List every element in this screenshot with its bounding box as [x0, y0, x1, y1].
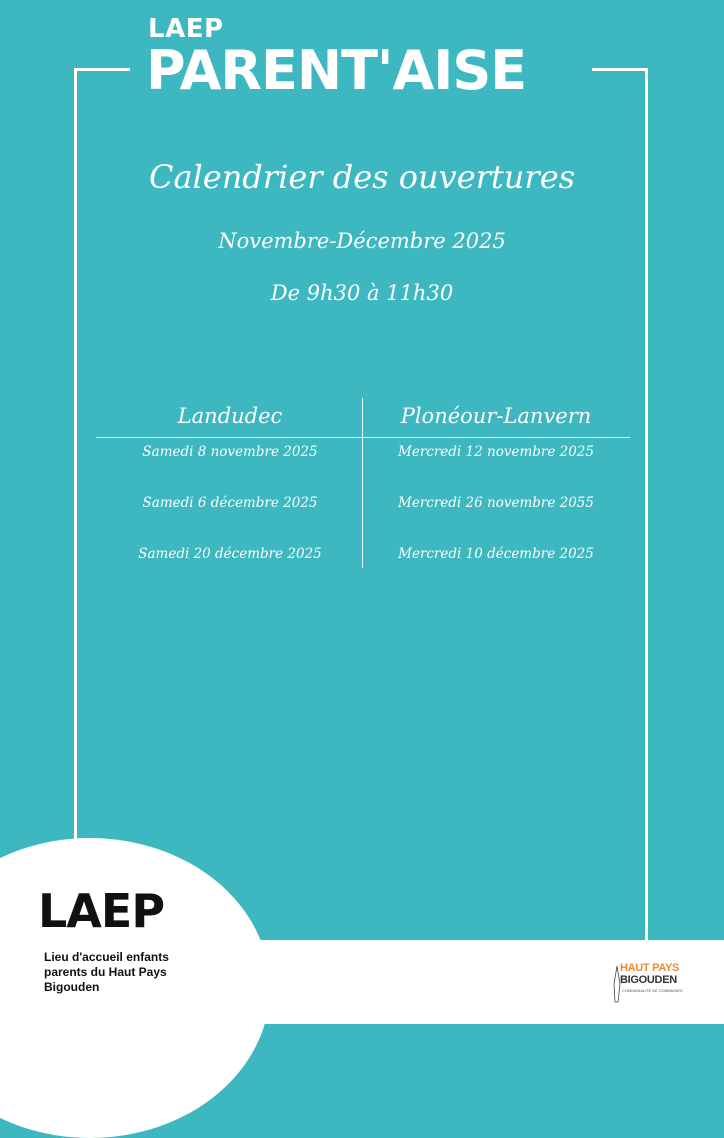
column-header-landudec: Landudec — [177, 404, 283, 428]
table-cell: Mercredi 10 décembre 2025 — [398, 546, 594, 562]
column-header-ploneour: Plonéour-Lanvern — [400, 404, 592, 428]
frame-top-right — [592, 68, 648, 71]
table-cell: Mercredi 12 novembre 2025 — [398, 444, 594, 460]
partner-tagline: COMMUNAUTÉ DE COMMUNES — [622, 988, 683, 993]
brand-title: PARENT'AISE — [146, 39, 527, 102]
frame-top-left — [74, 68, 130, 71]
laep-logo: LAEP — [38, 884, 165, 938]
laep-description: Lieu d'accueil enfants parents du Haut Pays Bigouden — [44, 950, 169, 994]
table-divider-horizontal — [96, 437, 630, 438]
period-subtitle: Novembre-Décembre 2025 — [218, 229, 506, 253]
table-divider-vertical — [362, 398, 363, 568]
partner-name-bottom: BIGOUDEN — [620, 974, 677, 986]
page-title: Calendrier des ouvertures — [148, 158, 576, 196]
hours-subtitle: De 9h30 à 11h30 — [270, 281, 454, 305]
table-cell: Samedi 6 décembre 2025 — [142, 495, 318, 511]
partner-name-top: HAUT PAYS — [620, 962, 680, 974]
table-cell: Mercredi 26 novembre 2055 — [398, 495, 594, 511]
partner-logo — [612, 962, 692, 1012]
frame-right — [645, 68, 648, 948]
table-cell: Samedi 20 décembre 2025 — [138, 546, 322, 562]
brand-label-small: LAEP — [148, 14, 224, 44]
table-cell: Samedi 8 novembre 2025 — [142, 444, 318, 460]
